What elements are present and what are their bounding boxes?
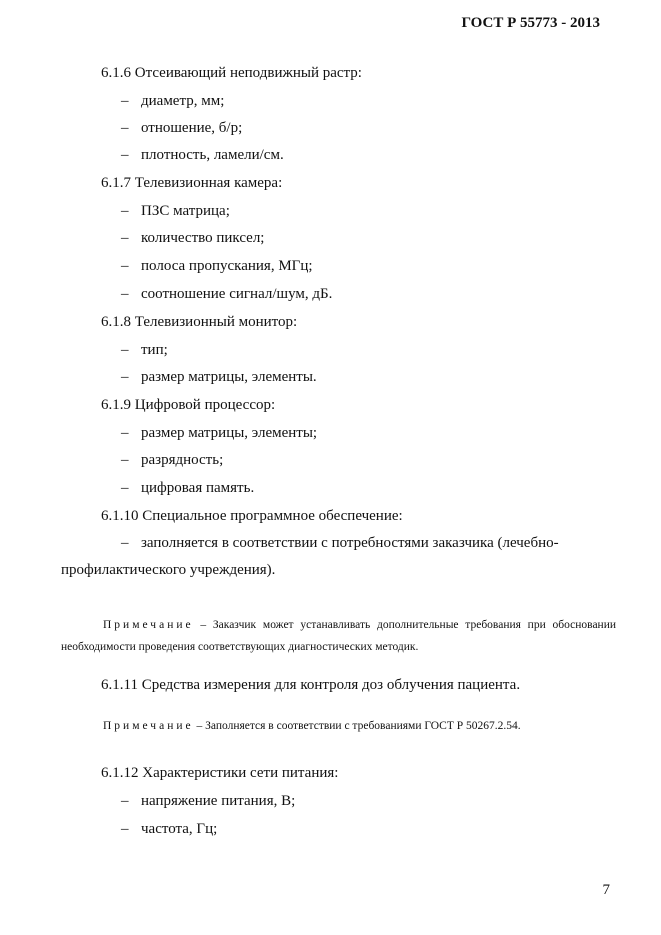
page-number: 7 [602,882,610,898]
list-item-text: размер матрицы, элементы; [141,425,318,441]
dash: – [121,230,129,246]
note-text: Заказчик может устанавливать дополнительные требования при обосновании необходимости проведения соответствующих диагностических методик. [61,619,617,653]
dash: – [121,286,129,302]
dash: – [121,535,129,551]
list-item-text: количество пиксел; [141,230,265,246]
section-heading-6-1-11: 6.1.11 Средства измерения для контроля доз облучения пациента. [101,677,521,693]
list-item-text: разрядность; [141,452,224,468]
dash: – [121,120,129,136]
document-header: ГОСТ Р 55773 - 2013 [461,15,600,31]
list-item-text: частота, Гц; [141,821,218,837]
dash: – [121,452,129,468]
section-heading-6-1-10: 6.1.10 Специальное программное обеспечение: [101,508,403,524]
dash: – [121,93,129,109]
note-text: Заполняется в соответствии с требованиями ГОСТ Р 50267.2.54. [205,720,521,732]
list-item-text: диаметр, мм; [141,93,225,109]
dash: – [121,821,129,837]
dash: – [121,147,129,163]
note-separator: – [200,619,207,631]
list-item-text: напряжение питания, В; [141,793,296,809]
note-paragraph [103,720,521,732]
dash: – [121,342,129,358]
list-item-text: плотность, ламели/см. [141,147,284,163]
dash: – [121,369,129,385]
note-separator: – [196,720,203,732]
list-item-text: заполняется в соответствии с потребностями заказчика (лечебно- [141,535,559,551]
dash: – [121,203,129,219]
list-item-text: цифровая память. [141,480,255,496]
dash: – [121,793,129,809]
note-label: Примечание [103,619,194,631]
section-heading-6-1-6: 6.1.6 Отсеивающий неподвижный растр: [101,65,362,81]
list-item-text: тип; [141,342,168,358]
section-heading-6-1-9: 6.1.9 Цифровой процессор: [101,397,276,413]
dash: – [121,480,129,496]
dash: – [121,425,129,441]
list-item-continuation: профилактического учреждения). [61,562,276,578]
section-heading-6-1-8: 6.1.8 Телевизионный монитор: [101,314,298,330]
section-heading-6-1-12: 6.1.12 Характеристики сети питания: [101,765,339,781]
list-item-text: полоса пропускания, МГц; [141,258,313,274]
note-paragraph [61,614,616,658]
list-item-text: отношение, б/р; [141,120,243,136]
section-heading-6-1-7: 6.1.7 Телевизионная камера: [101,175,283,191]
dash: – [121,258,129,274]
list-item-text: ПЗС матрица; [141,203,230,219]
note-label: Примечание [103,720,194,732]
list-item-text: размер матрицы, элементы. [141,369,317,385]
list-item-text: соотношение сигнал/шум, дБ. [141,286,333,302]
